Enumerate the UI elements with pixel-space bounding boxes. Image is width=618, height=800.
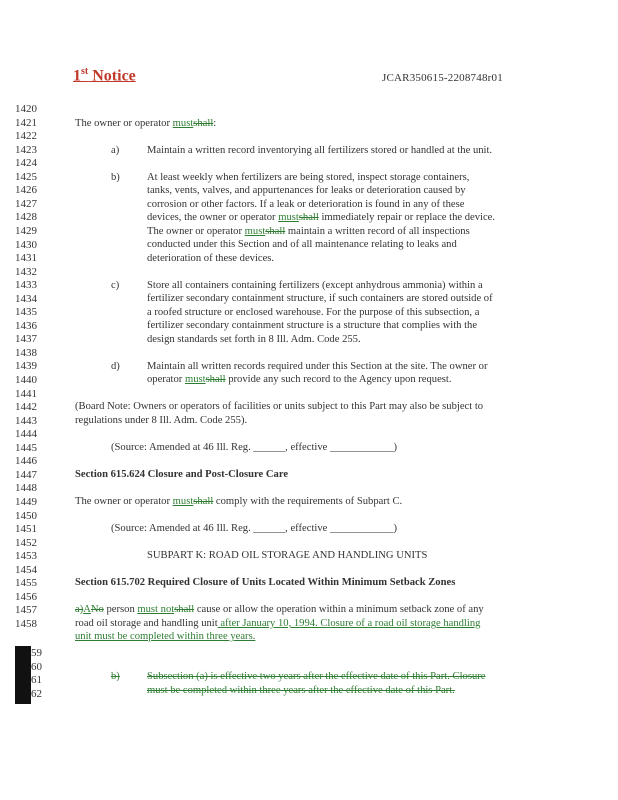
deleted-line: must be completed within three years after the effective date of this Part.: [147, 685, 455, 696]
section-702-line: road oil storage and handling unit after January 10, 1994. Closure of a road oil storage handling: [75, 618, 481, 629]
inserted-text: must not: [137, 604, 175, 615]
inserted-text: after January 10, 1994. Closure of a road oil storage handling: [217, 618, 481, 629]
item-b-label-deleted: b): [111, 671, 120, 682]
section-624-text: The owner or operator mustshall comply with the requirements of Subpart C.: [75, 496, 403, 507]
line-number: 1445: [15, 441, 37, 454]
item-b-line: conducted under this Section and of all maintenance relating to leaks and: [147, 239, 457, 250]
subpart-heading: SUBPART K: ROAD OIL STORAGE AND HANDLING UNITS: [147, 550, 428, 561]
item-b-label: b): [111, 172, 120, 183]
inserted-text: must: [244, 226, 266, 237]
board-note-line: (Board Note: Owners or operators of facilities or units subject to this Part may also be subject to: [75, 401, 484, 412]
section-702-line: [75, 630, 255, 644]
deleted-text: shall: [298, 212, 319, 223]
document-code: JCAR350615-2208748r01: [382, 72, 503, 84]
line-number: 1455: [15, 577, 37, 590]
item-b-line: deterioration of these devices.: [147, 253, 275, 264]
deleted-line: Subsection (a) is effective two years after the effective date of this Part. Closure: [147, 671, 486, 682]
line-number: 1429: [15, 224, 37, 237]
margin-bar: [15, 646, 31, 704]
deleted-text: shall: [205, 374, 226, 385]
line-number: 1430: [15, 238, 37, 251]
section-heading: Section 615.702 Required Closure of Units Located Within Minimum Setback Zones: [75, 577, 456, 588]
line-number: 1456: [15, 590, 37, 603]
item-d-label: d): [111, 361, 120, 372]
line-number: 1434: [15, 292, 37, 305]
source-note: (Source: Amended at 46 Ill. Reg. ______, effective ____________): [111, 523, 398, 534]
line-number: 1448: [15, 482, 37, 495]
line-number: 1450: [15, 509, 37, 522]
deleted-text: No: [90, 604, 104, 615]
line-number: 1438: [15, 346, 37, 359]
deleted-text: shall: [193, 496, 214, 507]
line-number: 1441: [15, 387, 37, 400]
line-number: 1433: [15, 279, 37, 292]
item-b-line: The owner or operator mustshall maintain a written record of all inspections: [147, 226, 470, 237]
line-number: 1446: [15, 455, 37, 468]
line-number: 1443: [15, 414, 37, 427]
deleted-text: shall: [193, 118, 214, 129]
line-number: 1436: [15, 319, 37, 332]
section-702-line: a)ANo person must notshall cause or allow the operation within a minimum setback zone of any: [75, 604, 484, 615]
line-number: 60: [31, 660, 42, 673]
item-c-line: fertilizer secondary containment structure is a structure that complies with the: [147, 320, 478, 331]
deleted-text: a): [75, 604, 84, 615]
item-b-line: tanks, vents, valves, and appurtenances for leaks or deterioration caused by: [147, 185, 466, 196]
inserted-text: unit must be completed within three years.: [75, 631, 256, 642]
line-number: 1458: [15, 617, 37, 630]
item-c-line: design standards set forth in 8 Ill. Adm. Code 255.: [147, 334, 361, 345]
deleted-text: shall: [265, 226, 286, 237]
owner-intro-line: The owner or operator mustshall:: [75, 118, 217, 129]
notice-number: 1: [73, 67, 81, 85]
inserted-text: A: [83, 604, 91, 615]
line-number: 1422: [15, 130, 37, 143]
board-note-line: regulations under 8 Ill. Adm. Code 255).: [75, 415, 248, 426]
line-number: 1453: [15, 550, 37, 563]
line-number: 1454: [15, 563, 37, 576]
item-c-line: a roofed structure or enclosed warehouse. For the purpose of this subsection, a: [147, 307, 480, 318]
line-number: 1444: [15, 428, 37, 441]
line-number: 1432: [15, 265, 37, 278]
item-d-line: operator mustshall provide any such record to the Agency upon request.: [147, 374, 452, 385]
item-a-text: Maintain a written record inventorying all fertilizers stored or handled at the unit.: [147, 145, 493, 156]
deleted-text: shall: [174, 604, 195, 615]
line-number: 1420: [15, 103, 37, 115]
line-number: 59: [31, 647, 42, 659]
line-number: 62: [31, 687, 42, 700]
line-number: 1437: [15, 333, 37, 346]
item-b-line: At least weekly when fertilizers are being stored, inspect storage containers,: [147, 172, 470, 183]
line-number: 1424: [15, 157, 37, 170]
line-number: 61: [31, 674, 42, 687]
line-number: 1457: [15, 604, 37, 617]
item-d-line: Maintain all written records required under this Section at the site. The owner or: [147, 361, 488, 372]
source-note: (Source: Amended at 46 Ill. Reg. ______, effective ____________): [111, 442, 398, 453]
notice-heading: [73, 66, 136, 85]
section-heading: Section 615.624 Closure and Post-Closure Care: [75, 469, 289, 480]
line-number: 1421: [15, 116, 37, 129]
item-a-label: a): [111, 145, 120, 156]
line-number: 1440: [15, 374, 37, 386]
line-number: 1439: [15, 360, 37, 373]
notice-suffix: st: [81, 66, 89, 77]
line-number: 1428: [15, 211, 37, 224]
line-number: 1426: [15, 184, 37, 197]
notice-word: Notice: [88, 67, 136, 85]
item-b-line: corrosion or other factors. If a leak or deterioration is found in any of these: [147, 199, 465, 210]
inserted-text: must: [172, 118, 194, 129]
item-c-label: c): [111, 280, 120, 291]
line-number: 1442: [15, 401, 37, 414]
line-number: 1431: [15, 252, 37, 265]
inserted-text: must: [184, 374, 206, 385]
inserted-text: must: [278, 212, 299, 223]
line-number: 1427: [15, 197, 37, 210]
item-c-line: fertilizer secondary containment structure, if such containers are stored outside of: [147, 293, 493, 304]
line-number: 1447: [15, 468, 37, 481]
line-number: 1451: [15, 523, 37, 536]
item-b-line: devices, the owner or operator mustshall immediately repair or replace the device.: [147, 212, 496, 223]
line-number: 1425: [15, 170, 37, 183]
item-c-line: Store all containers containing fertilizers (except anhydrous ammonia) within a: [147, 280, 483, 291]
inserted-text: must: [172, 496, 194, 507]
line-number: 1449: [15, 495, 37, 508]
line-number: 1452: [15, 536, 37, 549]
line-number: 1435: [15, 306, 37, 319]
line-number: 1423: [15, 143, 37, 156]
